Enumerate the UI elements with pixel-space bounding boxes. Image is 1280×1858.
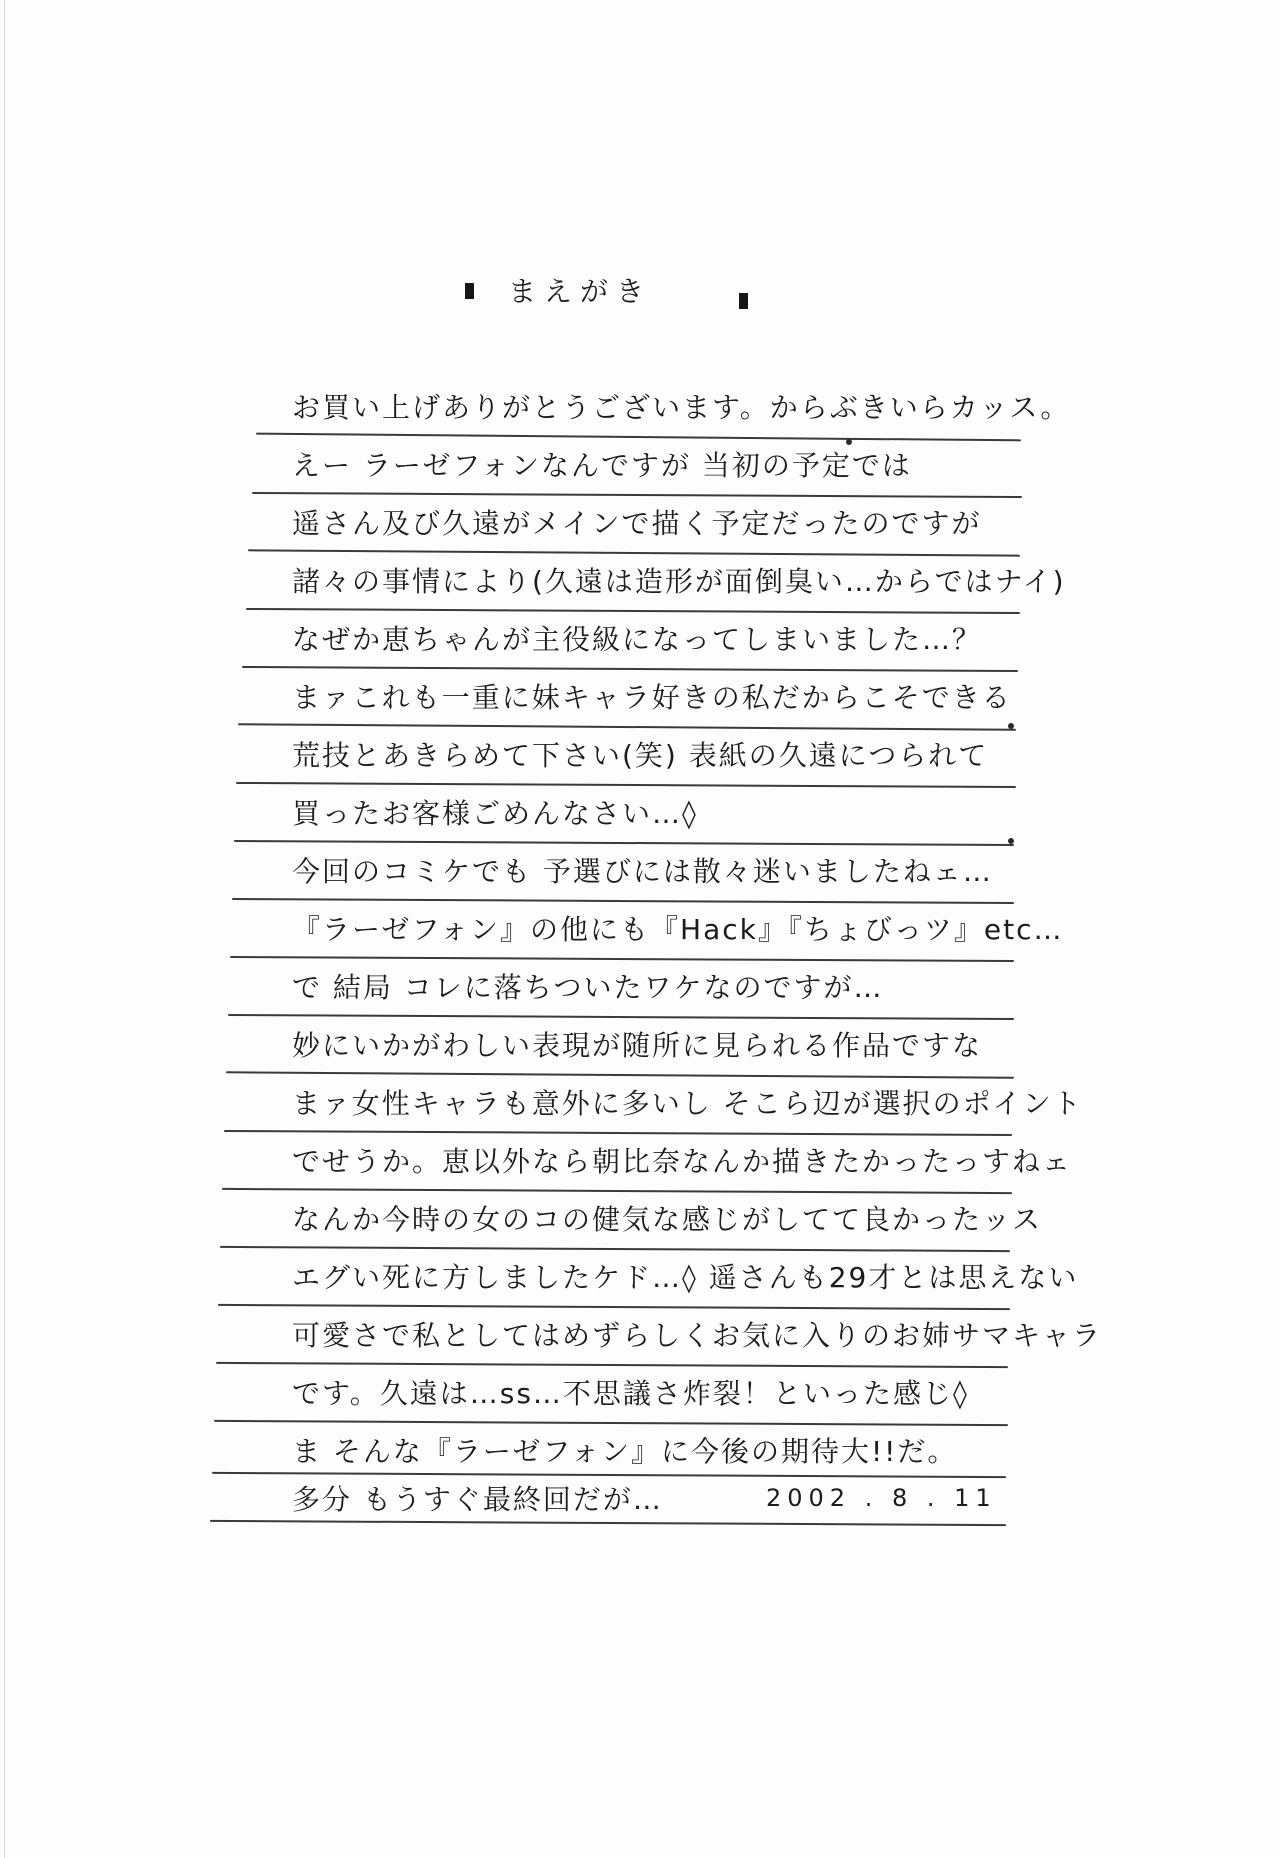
ruled-line: [242, 666, 1018, 672]
handwritten-body: [246, 390, 1103, 1530]
text-line: 可愛さで私としてはめずらしくお気に入りのお姉サマキャラ: [292, 1319, 1103, 1352]
ruled-line: [236, 782, 1016, 788]
text-line: まァ女性キャラも意外に多いし そこら辺が選択のポイント: [292, 1087, 1083, 1120]
ruled-line: [246, 608, 1020, 614]
text-line: 多分 もうすぐ最終回だが…: [292, 1483, 663, 1516]
text-line: 妙にいかがわしい表現が随所に見られる作品ですな: [292, 1029, 983, 1062]
text-line: で 結局 コレに落ちついたワケなのですが…: [292, 971, 884, 1004]
ruled-line: [222, 1188, 1012, 1194]
ruled-line: [256, 433, 1021, 442]
ruled-line: [232, 898, 1014, 904]
text-line: 『ラーゼフォン』の他にも『Hack』『ちょびっツ』etc…: [292, 913, 1064, 946]
ruled-line: [210, 1520, 1006, 1526]
ruled-line: [248, 549, 1020, 556]
text-line: でせうか。恵以外なら朝比奈なんか描きたかったっすねェ: [292, 1145, 1073, 1178]
ruled-line: [230, 956, 1014, 962]
text-line: エグい死に方しましたケド…◊ 遥さんも29才とは思えない: [292, 1261, 1079, 1294]
ruled-line-dot: [846, 439, 852, 445]
page-title: まえがき: [508, 275, 653, 308]
ruled-line: [224, 1130, 1012, 1136]
text-line: ま そんな『ラーゼフォン』に今後の期待大!!だ。: [292, 1435, 958, 1468]
date-stamp: 2002 . 8 . 11: [766, 1484, 997, 1512]
ruled-line: [212, 1472, 1006, 1478]
title-row: [460, 272, 760, 312]
text-line: なんか今時の女のコの健気な感じがしてて良かったッス: [292, 1203, 1043, 1236]
text-line: お買い上げありがとうございます。からぶきいらカッス。: [292, 391, 1071, 424]
ruled-line-dot: [1008, 838, 1014, 844]
ruled-line: [220, 1246, 1010, 1252]
text-line: えー ラーゼフォンなんですが 当初の予定では: [292, 449, 912, 482]
ruled-line: [238, 723, 1016, 730]
ruled-line: [252, 492, 1022, 498]
text-line: 今回のコミケでも 予選びには散々迷いましたねェ…: [292, 855, 993, 888]
ruled-line: [226, 1071, 1014, 1079]
ruled-line: [216, 1362, 1008, 1368]
text-line: です。久遠は…ss…不思議さ炸裂！といった感じ◊: [292, 1377, 969, 1410]
text-line: 遥さん及び久遠がメインで描く予定だったのですが: [292, 507, 982, 540]
text-line: まァこれも一重に妹キャラ好きの私だからこそできる: [292, 681, 1012, 714]
ruled-line: [228, 1014, 1014, 1020]
title-mark-left: [465, 283, 474, 299]
ruled-line: [218, 1304, 1010, 1310]
ruled-line: [234, 840, 1014, 846]
ruled-line-dot: [1008, 723, 1014, 729]
text-line: なぜか恵ちゃんが主役級になってしまいました…？: [292, 623, 983, 656]
ruled-line: [214, 1420, 1008, 1426]
text-line: 荒技とあきらめて下さい(笑) 表紙の久遠につられて: [292, 739, 989, 772]
text-line: 諸々の事情により(久遠は造形が面倒臭い…からではナイ): [292, 565, 1066, 598]
text-line: 買ったお客様ごめんなさい…◊: [292, 797, 698, 830]
title-mark-right: [739, 293, 748, 309]
page-edge: [4, 0, 5, 1858]
